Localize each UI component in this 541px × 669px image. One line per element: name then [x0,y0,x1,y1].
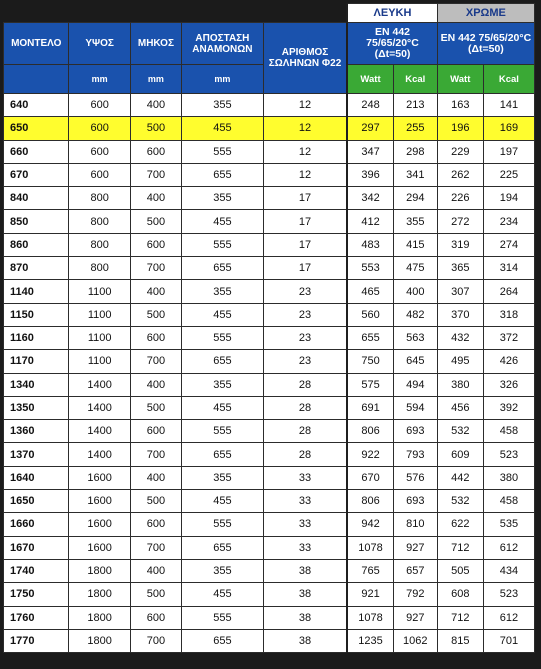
cell-model: 1350 [4,396,69,419]
cell-model: 1340 [4,373,69,396]
cell-height: 1800 [69,559,130,582]
table-row [4,513,535,536]
cell-chrome-watt: 712 [437,606,483,629]
cell-white-watt: 560 [347,303,393,326]
cell-model: 1160 [4,326,69,349]
cell-chrome-watt: 815 [437,629,483,652]
cell-model: 870 [4,257,69,280]
cell-spacing: 655 [181,443,263,466]
cell-length: 500 [130,396,181,419]
cell-spacing: 655 [181,536,263,559]
cell-chrome-kcal: 169 [483,117,534,140]
cell-spacing: 555 [181,233,263,256]
white-kcal-header: Kcal [393,65,437,94]
cell-model: 1760 [4,606,69,629]
cell-chrome-watt: 272 [437,210,483,233]
cell-white-kcal: 294 [393,187,437,210]
cell-tubes: 33 [263,490,347,513]
cell-chrome-kcal: 318 [483,303,534,326]
cell-chrome-kcal: 225 [483,163,534,186]
cell-white-watt: 248 [347,94,393,117]
cell-height: 1400 [69,373,130,396]
cell-chrome-watt: 622 [437,513,483,536]
cell-model: 850 [4,210,69,233]
cell-spacing: 555 [181,606,263,629]
cell-model: 1170 [4,350,69,373]
cell-spacing: 555 [181,326,263,349]
cell-chrome-kcal: 372 [483,326,534,349]
cell-model: 1670 [4,536,69,559]
cell-spacing: 455 [181,490,263,513]
cell-white-kcal: 415 [393,233,437,256]
cell-length: 400 [130,373,181,396]
cell-chrome-kcal: 194 [483,187,534,210]
table-row [4,187,535,210]
table-row [4,257,535,280]
unit-length: mm [130,65,181,94]
cell-height: 1400 [69,420,130,443]
cell-tubes: 23 [263,350,347,373]
cell-chrome-watt: 196 [437,117,483,140]
cell-white-kcal: 693 [393,420,437,443]
cell-length: 400 [130,187,181,210]
cell-length: 500 [130,117,181,140]
cell-chrome-watt: 495 [437,350,483,373]
cell-chrome-kcal: 426 [483,350,534,373]
col-spacing-header: ΑΠΟΣΤΑΣΗ ΑΝΑΜΟΝΩΝ [181,23,263,65]
cell-height: 600 [69,140,130,163]
cell-white-kcal: 645 [393,350,437,373]
cell-tubes: 12 [263,140,347,163]
cell-chrome-kcal: 535 [483,513,534,536]
cell-height: 1600 [69,536,130,559]
cell-tubes: 28 [263,420,347,443]
table-row [4,490,535,513]
cell-spacing: 355 [181,373,263,396]
cell-tubes: 28 [263,373,347,396]
cell-length: 700 [130,443,181,466]
cell-height: 600 [69,117,130,140]
unit-spacing: mm [181,65,263,94]
col-height-header: ΥΨΟΣ [69,23,130,65]
cell-chrome-kcal: 434 [483,559,534,582]
cell-model: 1770 [4,629,69,652]
chrome-kcal-header: Kcal [483,65,534,94]
cell-white-kcal: 793 [393,443,437,466]
cell-white-watt: 465 [347,280,393,303]
cell-tubes: 17 [263,210,347,233]
cell-chrome-watt: 226 [437,187,483,210]
cell-tubes: 28 [263,443,347,466]
cell-white-kcal: 400 [393,280,437,303]
cell-white-watt: 922 [347,443,393,466]
cell-model: 1140 [4,280,69,303]
cell-white-watt: 412 [347,210,393,233]
cell-height: 800 [69,257,130,280]
cell-chrome-watt: 609 [437,443,483,466]
cell-chrome-watt: 456 [437,396,483,419]
cell-chrome-watt: 380 [437,373,483,396]
cell-chrome-kcal: 141 [483,94,534,117]
cell-chrome-kcal: 523 [483,583,534,606]
cell-spacing: 455 [181,210,263,233]
cell-chrome-kcal: 458 [483,420,534,443]
cell-model: 1360 [4,420,69,443]
cell-spacing: 355 [181,94,263,117]
cell-length: 700 [130,536,181,559]
cell-spacing: 655 [181,629,263,652]
cell-length: 600 [130,326,181,349]
table-row [4,233,535,256]
cell-height: 1600 [69,466,130,489]
table-row [4,280,535,303]
cell-white-kcal: 810 [393,513,437,536]
cell-tubes: 17 [263,187,347,210]
cell-model: 840 [4,187,69,210]
cell-chrome-watt: 505 [437,559,483,582]
cell-tubes: 38 [263,559,347,582]
cell-white-watt: 347 [347,140,393,163]
cell-height: 1600 [69,513,130,536]
cell-white-watt: 297 [347,117,393,140]
cell-tubes: 33 [263,513,347,536]
cell-tubes: 38 [263,629,347,652]
cell-white-kcal: 576 [393,466,437,489]
cell-spacing: 555 [181,140,263,163]
cell-spacing: 655 [181,163,263,186]
table-row [4,536,535,559]
cell-model: 1150 [4,303,69,326]
table-row [4,629,535,652]
cell-length: 500 [130,303,181,326]
cell-white-kcal: 213 [393,94,437,117]
chrome-group-header: ΧΡΩΜΕ [437,4,534,23]
cell-white-watt: 396 [347,163,393,186]
table-row [4,420,535,443]
cell-white-watt: 921 [347,583,393,606]
cell-chrome-kcal: 523 [483,443,534,466]
chrome-watt-header: Watt [437,65,483,94]
cell-chrome-watt: 319 [437,233,483,256]
cell-tubes: 23 [263,280,347,303]
cell-white-kcal: 1062 [393,629,437,652]
cell-spacing: 655 [181,350,263,373]
cell-tubes: 38 [263,583,347,606]
cell-chrome-watt: 365 [437,257,483,280]
cell-height: 1100 [69,326,130,349]
cell-length: 700 [130,350,181,373]
cell-height: 600 [69,94,130,117]
cell-model: 1370 [4,443,69,466]
cell-height: 1400 [69,396,130,419]
unit-height: mm [69,65,130,94]
cell-white-kcal: 494 [393,373,437,396]
cell-length: 600 [130,606,181,629]
cell-length: 700 [130,257,181,280]
cell-chrome-kcal: 234 [483,210,534,233]
cell-tubes: 28 [263,396,347,419]
cell-height: 800 [69,233,130,256]
cell-length: 600 [130,420,181,443]
cell-length: 400 [130,94,181,117]
table-row [4,606,535,629]
cell-height: 800 [69,187,130,210]
table-row [4,140,535,163]
cell-chrome-watt: 532 [437,420,483,443]
cell-height: 1100 [69,350,130,373]
cell-tubes: 17 [263,257,347,280]
cell-model: 1740 [4,559,69,582]
cell-tubes: 23 [263,326,347,349]
cell-tubes: 33 [263,466,347,489]
cell-height: 1100 [69,303,130,326]
cell-chrome-kcal: 380 [483,466,534,489]
cell-model: 640 [4,94,69,117]
cell-length: 600 [130,233,181,256]
cell-chrome-watt: 432 [437,326,483,349]
cell-model: 650 [4,117,69,140]
cell-length: 400 [130,280,181,303]
cell-white-watt: 1235 [347,629,393,652]
cell-chrome-kcal: 314 [483,257,534,280]
cell-length: 700 [130,629,181,652]
cell-tubes: 12 [263,94,347,117]
cell-chrome-kcal: 326 [483,373,534,396]
cell-spacing: 355 [181,187,263,210]
cell-white-kcal: 475 [393,257,437,280]
cell-model: 860 [4,233,69,256]
cell-chrome-watt: 532 [437,490,483,513]
table-row [4,373,535,396]
cell-white-watt: 553 [347,257,393,280]
cell-white-watt: 483 [347,233,393,256]
cell-white-watt: 765 [347,559,393,582]
cell-spacing: 555 [181,420,263,443]
cell-white-kcal: 594 [393,396,437,419]
cell-white-kcal: 792 [393,583,437,606]
cell-length: 500 [130,490,181,513]
white-watt-header: Watt [347,65,393,94]
cell-chrome-kcal: 458 [483,490,534,513]
cell-model: 1660 [4,513,69,536]
cell-white-watt: 1078 [347,606,393,629]
cell-height: 800 [69,210,130,233]
cell-height: 1100 [69,280,130,303]
cell-white-watt: 806 [347,420,393,443]
cell-tubes: 12 [263,163,347,186]
cell-white-watt: 342 [347,187,393,210]
cell-white-kcal: 298 [393,140,437,163]
cell-model: 1640 [4,466,69,489]
cell-spacing: 655 [181,257,263,280]
col-model-header: ΜΟΝΤΕΛΟ [4,23,69,65]
cell-white-watt: 750 [347,350,393,373]
cell-model: 660 [4,140,69,163]
cell-tubes: 23 [263,303,347,326]
cell-length: 400 [130,466,181,489]
cell-white-watt: 1078 [347,536,393,559]
table-row [4,443,535,466]
cell-tubes: 12 [263,117,347,140]
cell-tubes: 17 [263,233,347,256]
cell-chrome-kcal: 274 [483,233,534,256]
table-row [4,210,535,233]
cell-white-watt: 806 [347,490,393,513]
cell-height: 1800 [69,583,130,606]
cell-spacing: 355 [181,559,263,582]
cell-chrome-kcal: 701 [483,629,534,652]
cell-length: 400 [130,559,181,582]
cell-white-kcal: 927 [393,606,437,629]
white-group-header: ΛΕΥΚΗ [347,4,437,23]
cell-white-watt: 670 [347,466,393,489]
table-row [4,350,535,373]
cell-white-watt: 655 [347,326,393,349]
cell-height: 1400 [69,443,130,466]
cell-chrome-kcal: 197 [483,140,534,163]
cell-chrome-watt: 370 [437,303,483,326]
cell-white-kcal: 355 [393,210,437,233]
cell-spacing: 455 [181,117,263,140]
cell-tubes: 38 [263,606,347,629]
cell-height: 600 [69,163,130,186]
col-length-header: ΜΗΚΟΣ [130,23,181,65]
chrome-standard-header: EN 442 75/65/20°C (Δt=50) [437,23,534,65]
cell-chrome-watt: 608 [437,583,483,606]
white-standard-header: EN 442 75/65/20°C (Δt=50) [347,23,437,65]
cell-model: 670 [4,163,69,186]
cell-chrome-watt: 307 [437,280,483,303]
table-row [4,303,535,326]
table-row [4,163,535,186]
cell-white-kcal: 563 [393,326,437,349]
cell-height: 1800 [69,629,130,652]
cell-white-kcal: 482 [393,303,437,326]
table-row [4,466,535,489]
col-tubes-header: ΑΡΙΘΜΟΣ ΣΩΛΗΝΩΝ Φ22 [263,23,347,94]
table-row [4,396,535,419]
cell-model: 1750 [4,583,69,606]
cell-white-kcal: 341 [393,163,437,186]
table-row [4,559,535,582]
cell-white-watt: 942 [347,513,393,536]
cell-white-watt: 691 [347,396,393,419]
cell-chrome-watt: 229 [437,140,483,163]
cell-height: 1800 [69,606,130,629]
cell-spacing: 455 [181,303,263,326]
cell-chrome-kcal: 392 [483,396,534,419]
cell-white-watt: 575 [347,373,393,396]
cell-spacing: 355 [181,466,263,489]
cell-chrome-kcal: 612 [483,536,534,559]
table-row [4,94,535,117]
cell-spacing: 355 [181,280,263,303]
table-row [4,326,535,349]
cell-length: 500 [130,210,181,233]
cell-chrome-kcal: 264 [483,280,534,303]
cell-white-kcal: 255 [393,117,437,140]
cell-chrome-watt: 163 [437,94,483,117]
cell-length: 500 [130,583,181,606]
cell-white-kcal: 657 [393,559,437,582]
table-row [4,583,535,606]
cell-white-kcal: 927 [393,536,437,559]
cell-length: 700 [130,163,181,186]
cell-tubes: 33 [263,536,347,559]
cell-chrome-watt: 262 [437,163,483,186]
cell-length: 600 [130,513,181,536]
cell-white-kcal: 693 [393,490,437,513]
radiator-spec-table [3,3,535,653]
cell-spacing: 455 [181,396,263,419]
header-spacer [4,4,348,23]
unit-model-empty [4,65,69,94]
cell-chrome-watt: 712 [437,536,483,559]
cell-model: 1650 [4,490,69,513]
cell-chrome-kcal: 612 [483,606,534,629]
cell-height: 1600 [69,490,130,513]
cell-length: 600 [130,140,181,163]
cell-chrome-watt: 442 [437,466,483,489]
cell-spacing: 455 [181,583,263,606]
table-row [4,117,535,140]
cell-spacing: 555 [181,513,263,536]
